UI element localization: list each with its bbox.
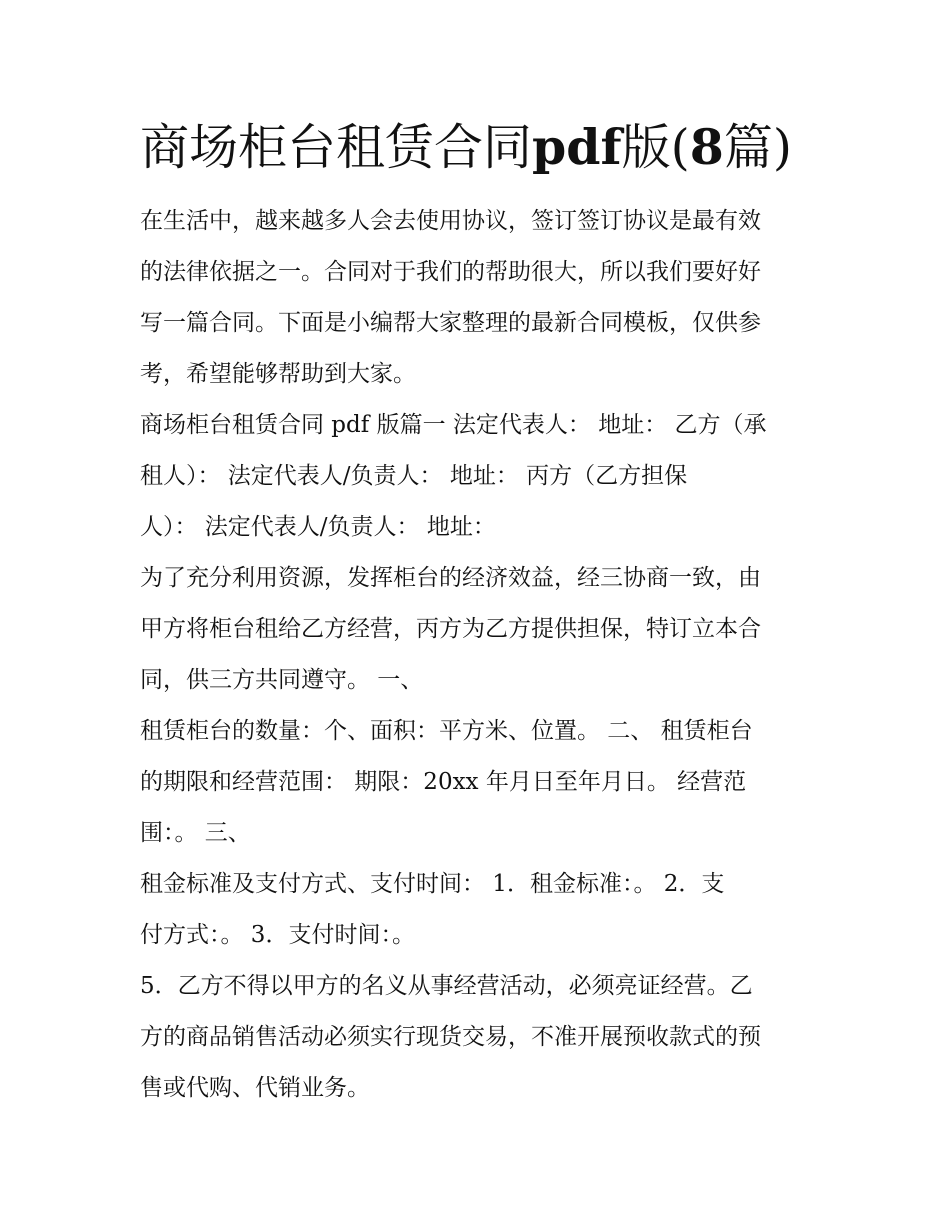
title-text-count: 8 [689, 118, 724, 176]
title-text-cn: 商场柜台租赁合同 [140, 119, 533, 176]
text-line: 售或代购、代销业务。 [140, 1075, 370, 1101]
text-line: 租赁柜台的数量：个、面积：平方米、位置。 二、 租赁柜台 [140, 718, 753, 744]
document-title [140, 112, 840, 183]
text-line: 租人）： 法定代表人/负责人： 地址： 丙方（乙方担保 [140, 463, 688, 489]
text-line: 5．乙方不得以甲方的名义从事经营活动，必须亮证经营。乙 [140, 973, 753, 999]
operation-rule-paragraph [140, 961, 820, 1114]
title-text-edition: 版( [621, 119, 690, 176]
text-line: 在生活中，越来越多人会去使用协议，签订签订协议是最有效 [140, 208, 761, 234]
text-line: 人）： 法定代表人/负责人： 地址： [140, 514, 496, 540]
text-line: 方的商品销售活动必须实行现货交易，不准开展预收款式的预 [140, 1024, 761, 1050]
text-line: 围：。 三、 [140, 820, 251, 846]
rent-paragraph [140, 859, 820, 961]
title-text-pdf: pdf [532, 118, 622, 176]
intro-paragraph [140, 196, 820, 400]
document-body [140, 196, 820, 1114]
text-line: 同，供三方共同遵守。 一、 [140, 667, 424, 693]
text-line: 的法律依据之一。合同对于我们的帮助很大，所以我们要好好 [140, 259, 761, 285]
text-line: 为了充分利用资源，发挥柜台的经济效益，经三协商一致，由 [140, 565, 761, 591]
text-line: 租金标准及支付方式、支付时间： 1．租金标准：。 2．支 [140, 871, 725, 897]
text-line: 甲方将柜台租给乙方经营，丙方为乙方提供担保，特订立本合 [140, 616, 761, 642]
text-line: 写一篇合同。下面是小编帮大家整理的最新合同模板，仅供参 [140, 310, 761, 336]
purpose-paragraph [140, 553, 820, 706]
text-line: 考，希望能够帮助到大家。 [140, 361, 416, 387]
text-line: 商场柜台租赁合同 pdf 版篇一 法定代表人： 地址： 乙方（承 [140, 412, 767, 438]
text-line: 的期限和经营范围： 期限：20xx 年月日至年月日。 经营范 [140, 769, 747, 795]
parties-paragraph [140, 400, 820, 553]
title-text-suffix: 篇) [723, 119, 792, 176]
counter-scope-paragraph [140, 706, 820, 859]
text-line: 付方式：。 3．支付时间：。 [140, 922, 415, 948]
